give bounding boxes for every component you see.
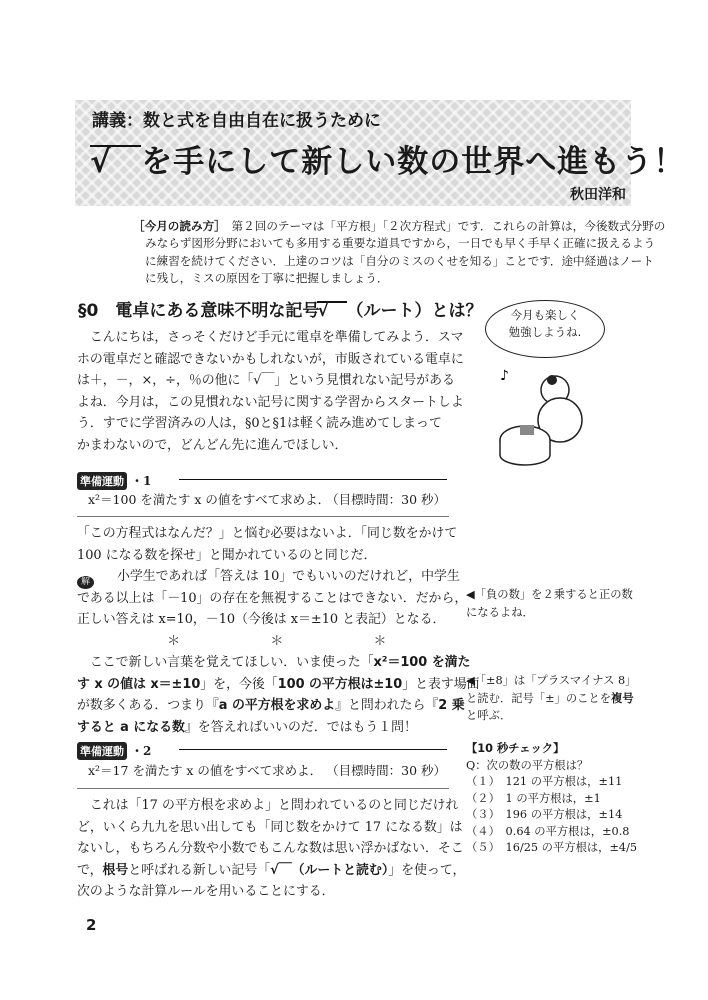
text-line: [77, 652, 471, 674]
title-text: を手にして新しい数の世界へ進もう！: [141, 144, 686, 180]
speech-bubble: [485, 300, 605, 358]
text-segment: みならず図形分野においても多用する重要な道具ですから，一日でも早く手早く正確に扱えるよう: [145, 236, 656, 251]
text-line: [77, 566, 460, 588]
text-segment: ホの電卓だと確認できないかもしれないが，市販されている電卓に: [77, 351, 464, 367]
text-line: [133, 253, 654, 270]
text-segment: （２） 1 の平方根は，±1: [466, 791, 601, 805]
answer-label: 解: [77, 576, 94, 589]
text-line: [466, 741, 646, 758]
text-line: [77, 545, 449, 567]
text-segment: 100 になる数を探せ」と聞かれているのと同じだ．: [77, 547, 377, 563]
exercise-1-question: [88, 490, 446, 508]
lecture-subtitle: 講義：数と式を自由自在に扱うために: [92, 111, 381, 131]
text-segment: 根号: [102, 862, 129, 878]
text-segment: に残し，ミスの原因を丁寧に把握しましょう．: [145, 271, 389, 286]
section-title-a: §0 電卓にある意味不明な記号: [78, 301, 320, 321]
text-line: [77, 523, 458, 545]
exercise-number: ・1: [131, 474, 152, 488]
text-line: [77, 881, 449, 903]
text-segment: これは「17 の平方根を求めよ」と問われているのと同じだけれ: [77, 798, 459, 813]
text-segment: 2 乗: [438, 698, 465, 713]
music-note-icon: ♪: [500, 368, 509, 384]
reading-guide: [133, 218, 666, 288]
text-segment: に練習を続けてください．上達のコツは「自分のミスのくせを知る」ことです．途中経過はノート: [145, 253, 654, 268]
text-line: [77, 695, 465, 717]
divider: [77, 788, 449, 789]
text-line: [466, 758, 646, 775]
text-segment: すると a になる数: [77, 719, 185, 735]
text-segment: と呼ばれる新しい記号「: [128, 862, 271, 878]
answer-badge: [77, 569, 104, 589]
text-segment: よね．今月は，この見慣れない記号に関する学習からスタートしよ: [77, 394, 464, 410]
text-segment: （５） 16/25 の平方根は，±4/5: [466, 841, 638, 854]
side-note-2: [466, 672, 646, 725]
text-segment: ど，いくら九九を思い出しても「同じ数をかけて 17 になる数」は: [77, 819, 463, 835]
text-segment: ［今月の読み方］: [133, 219, 220, 233]
text-line: [77, 370, 455, 392]
text-line: [77, 674, 480, 696]
text-segment: 【10 秒チェック】: [466, 742, 565, 755]
text-segment: が数多くある．つまり『: [77, 698, 219, 713]
text-segment: 100 の平方根は±10: [277, 676, 403, 692]
text-segment: ◀「負の数」を２乗すると正の数: [466, 588, 633, 601]
text-line: [77, 435, 449, 457]
text-line: [77, 795, 459, 817]
text-segment: 』を答えればいいのだ．ではもう１問！: [184, 719, 417, 735]
answer-1-text: [77, 523, 480, 738]
target-time: （目標時間：30 秒）: [326, 763, 446, 778]
text-line: [133, 235, 656, 252]
text-segment: 正しい答えは x=10，－10（今後は x＝±10 と表記）となる．: [77, 612, 446, 627]
text-segment: は＋，－，×，÷，％の他に「√￣」という見慣れない記号がある: [77, 373, 455, 388]
text-segment: かまわないので，どんどん先に進んでほしい．: [77, 437, 348, 453]
question-text: x²＝100 を満たす x の値をすべて求めよ．: [88, 492, 331, 507]
text-line: [466, 672, 646, 690]
author-name: 秋田洋和: [570, 187, 626, 203]
bubble-line: 勉強しようね.: [508, 325, 582, 339]
text-segment: 』と問われたら『: [335, 698, 439, 713]
text-line: [466, 690, 646, 708]
text-segment: （４） 0.64 の平方根は，±0.8: [466, 824, 630, 838]
text-line: [77, 609, 449, 631]
bubble-line: 今月も楽しく: [510, 308, 580, 322]
text-segment: 「この方程式はなんだ？」と悩む必要はないよ．「同じ数をかけて: [77, 526, 458, 541]
text-segment: 」を使って，: [388, 862, 466, 878]
page-number: 2: [86, 916, 97, 934]
root-symbol-icon: √: [90, 145, 141, 178]
text-segment: 第２回のテーマは「平方根」「２次方程式」です．これらの計算は，今後数式分野の: [219, 219, 666, 233]
section-heading: [78, 296, 483, 321]
intro-paragraph: [77, 327, 464, 456]
target-time: （目標時間：30 秒）: [326, 492, 446, 507]
text-line: [77, 392, 464, 414]
text-segment: になるよね．: [466, 605, 534, 619]
text-line: [77, 349, 464, 371]
text-segment: と読む．記号「±」のことを: [466, 691, 612, 705]
page-title: [92, 136, 685, 181]
text-line: [466, 807, 646, 824]
section-title-b: （ルート）とは？: [346, 301, 483, 321]
text-segment: 」を，今後「: [200, 676, 278, 692]
text-segment: ここで新しい言葉を覚えてほしい．いま使った「: [77, 655, 374, 670]
text-segment: で，: [77, 862, 103, 878]
text-line: [466, 586, 646, 604]
text-line: [77, 327, 464, 349]
text-segment: ◀「±8」は「プラスマイナス 8」: [466, 674, 637, 687]
text-segment: 小学生であれば「答えは 10」でもいいのだけれど，中学生: [117, 569, 460, 584]
text-line: [466, 707, 646, 725]
text-segment: Q：次の数の平方根は？: [466, 758, 589, 772]
text-segment: す x の値は x＝±10: [77, 676, 201, 692]
text-segment: ＊ ＊ ＊: [77, 633, 387, 649]
text-line: [466, 791, 646, 808]
text-segment: x²＝100 を満た: [373, 655, 471, 670]
exercise-1-header: [77, 470, 447, 488]
exercise-tag: 準備運動: [77, 472, 127, 490]
text-line: [466, 840, 646, 857]
text-segment: こんにちは，さっそくだけど手元に電卓を準備してみよう．スマ: [77, 330, 464, 345]
text-line: [77, 717, 449, 739]
side-note-1: [466, 586, 646, 621]
text-segment: a の平方根を求めよ: [218, 698, 336, 713]
exercise-number: ・2: [131, 744, 152, 758]
text-line: [133, 270, 633, 287]
divider: [77, 516, 449, 517]
text-line: [77, 413, 449, 435]
text-segment: う．すでに学習済みの人は，§0と§1は軽く読み進めてしまって: [77, 416, 442, 431]
exercise-tag: 準備運動: [77, 742, 127, 760]
exercise-2-question: [88, 761, 446, 779]
text-segment: と呼ぶ．: [466, 709, 512, 722]
ten-second-check: [466, 741, 646, 857]
text-line: [77, 588, 468, 610]
text-line: [466, 604, 646, 622]
exercise-2-header: [77, 740, 447, 758]
question-text: x²＝17 を満たす x の値をすべて求めよ．: [88, 763, 323, 778]
text-line: [466, 774, 646, 791]
text-line: [77, 860, 466, 882]
text-segment: √￣（ルートと読む）: [270, 862, 389, 878]
text-segment: ないし，もちろん分数や小数でもこんな数は思い浮かばない．そこ: [77, 841, 464, 856]
text-segment: 複号: [611, 691, 634, 705]
body-2-text: [77, 795, 466, 903]
text-line: [133, 218, 666, 235]
text-segment: 」と表す場面: [402, 676, 480, 692]
text-line: [466, 824, 646, 841]
text-segment: （１） 121 の平方根は，±11: [466, 775, 623, 788]
text-line: [77, 817, 463, 839]
root-symbol-icon: √: [317, 301, 346, 320]
text-segment: 次のような計算ルールを用いることにする．: [77, 884, 335, 899]
text-segment: （３） 196 の平方根は，±14: [466, 808, 623, 821]
mascot-illustration: [490, 355, 620, 470]
text-line: [77, 631, 449, 653]
text-segment: である以上は「－10」の存在を無視することはできない．だから，: [77, 590, 468, 606]
text-line: [77, 838, 464, 860]
